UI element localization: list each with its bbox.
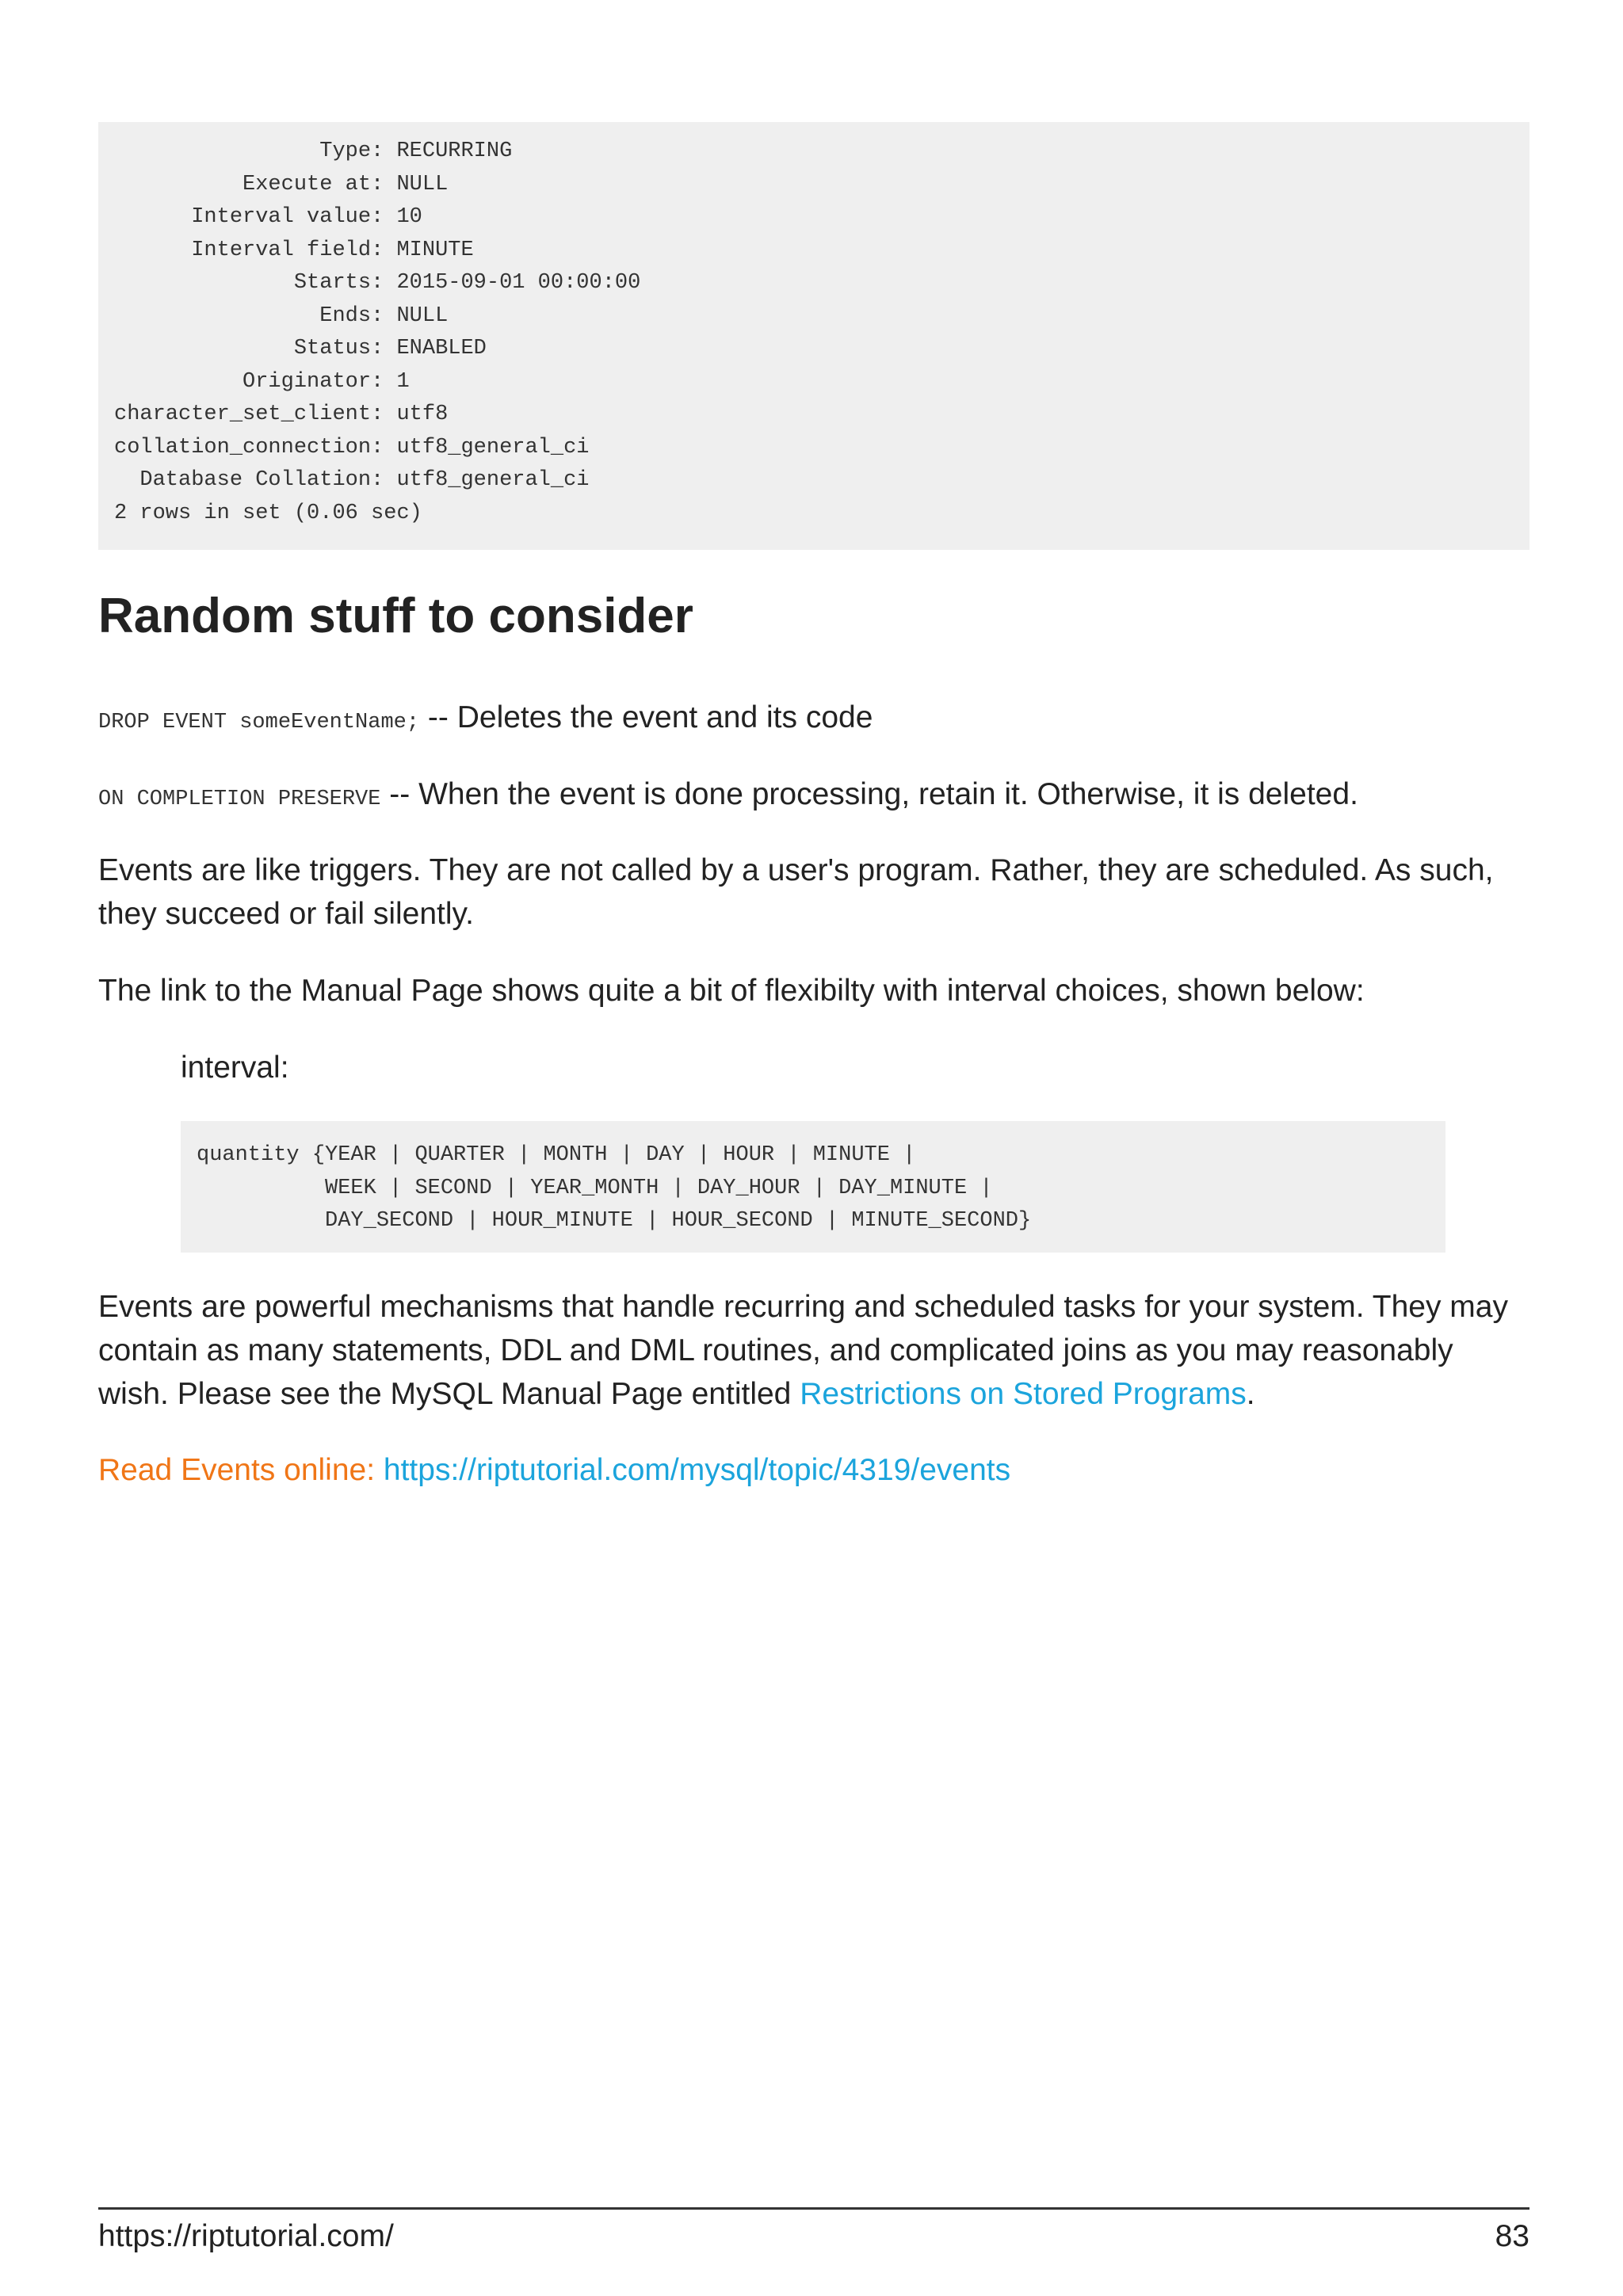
read-online-label: Read Events online: <box>98 1453 384 1487</box>
code-line: Originator: 1 <box>114 369 410 394</box>
code-line: quantity {YEAR | QUARTER | MONTH | DAY | HOUR | MINUTE | <box>197 1143 916 1167</box>
code-line: Ends: NULL <box>114 303 449 328</box>
code-line: character_set_client: utf8 <box>114 402 449 426</box>
code-line: Interval value: 10 <box>114 205 422 229</box>
drop-event-paragraph <box>98 696 1529 745</box>
event-status-code-block <box>98 122 1529 550</box>
restrictions-link[interactable]: Restrictions on Stored Programs <box>800 1377 1247 1411</box>
inline-code-on-completion: ON COMPLETION PRESERVE <box>98 788 381 811</box>
code-line: Database Collation: utf8_general_ci <box>114 468 590 492</box>
interval-label: interval: <box>181 1051 289 1085</box>
code-line: collation_connection: utf8_general_ci <box>114 435 590 460</box>
on-completion-paragraph <box>98 772 1529 822</box>
manual-page-paragraph: The link to the Manual Page shows quite a bit of flexibilty with interval choices, shown below: <box>98 974 1365 1008</box>
powerful-mechanisms-paragraph <box>98 1285 1529 1416</box>
code-line: Type: RECURRING <box>114 139 513 163</box>
inline-code-drop-event: DROP EVENT someEventName; <box>98 711 420 734</box>
code-line: DAY_SECOND | HOUR_MINUTE | HOUR_SECOND | MINUTE_SECOND} <box>197 1209 1032 1233</box>
code-line: 2 rows in set (0.06 sec) <box>114 501 422 525</box>
code-line: Execute at: NULL <box>114 172 449 196</box>
footer-page-number: 83 <box>1495 2219 1529 2253</box>
code-line: Status: ENABLED <box>114 337 487 360</box>
on-completion-description: -- When the event is done processing, retain it. Otherwise, it is deleted. <box>380 777 1358 811</box>
drop-event-description: -- Deletes the event and its code <box>419 700 873 734</box>
read-online-link[interactable]: https://riptutorial.com/mysql/topic/4319/events <box>383 1453 1011 1487</box>
interval-code-block <box>181 1121 1445 1253</box>
code-line: Interval field: MINUTE <box>114 238 474 262</box>
footer-site-url: https://riptutorial.com/ <box>98 2219 394 2253</box>
footer-divider <box>98 2207 1529 2210</box>
powerful-end: . <box>1246 1377 1255 1411</box>
document-page <box>98 0 1529 2296</box>
code-line: Starts: 2015-09-01 00:00:00 <box>114 271 641 295</box>
read-online-paragraph <box>98 1448 1529 1492</box>
events-like-triggers-paragraph: Events are like triggers. They are not called by a user's program. Rather, they are scheduled. As such, they succeed or fail silently. <box>98 853 1494 931</box>
section-heading: Random stuff to consider <box>98 589 693 643</box>
code-line: WEEK | SECOND | YEAR_MONTH | DAY_HOUR | DAY_MINUTE | <box>197 1176 993 1200</box>
powerful-text: Events are powerful mechanisms that handle recurring and scheduled tasks for your system. They may contain as many statements, DDL and DML routines, and complicated joins as you may reasonably wish. Please see the MySQL Manual Page entitled <box>98 1290 1508 1411</box>
